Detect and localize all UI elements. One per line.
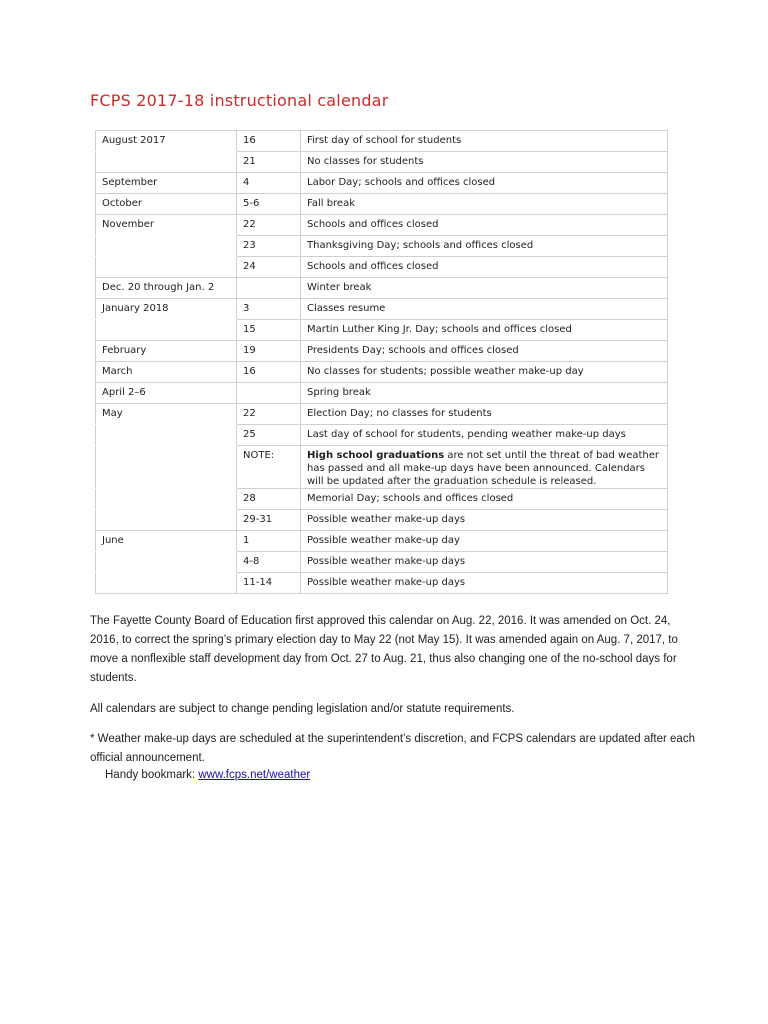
calendar-row (96, 320, 668, 341)
calendar-row (96, 404, 668, 425)
calendar-row (96, 446, 668, 489)
calendar-day-cell: 11-14 (237, 573, 301, 594)
note-bold-text: High school graduations (307, 450, 445, 461)
calendar-month-cell (96, 552, 237, 573)
bookmark-label: Handy bookmark: (105, 769, 199, 781)
calendar-month-cell: November (96, 215, 237, 236)
calendar-day-cell: 22 (237, 404, 301, 425)
calendar-description-cell: No classes for students; possible weather make-up day (301, 362, 668, 383)
calendar-month-cell (96, 257, 237, 278)
calendar-row (96, 489, 668, 510)
calendar-month-cell: May (96, 404, 237, 425)
calendar-row (96, 531, 668, 552)
calendar-row (96, 383, 668, 404)
calendar-description-cell: Last day of school for students, pending weather make-up days (301, 425, 668, 446)
calendar-table (95, 130, 668, 594)
calendar-body (96, 131, 668, 594)
calendar-day-cell: 21 (237, 152, 301, 173)
calendar-day-cell: 19 (237, 341, 301, 362)
calendar-day-cell: 5-6 (237, 194, 301, 215)
calendar-month-cell (96, 320, 237, 341)
disclaimer-paragraph: All calendars are subject to change pending legislation and/or statute requirements. (90, 703, 515, 715)
calendar-description-cell: Schools and offices closed (301, 257, 668, 278)
calendar-description-cell: Possible weather make-up days (301, 510, 668, 531)
calendar-day-cell: 4-8 (237, 552, 301, 573)
calendar-month-cell (96, 425, 237, 446)
calendar-day-cell (237, 383, 301, 404)
calendar-row (96, 362, 668, 383)
calendar-description-cell (301, 446, 668, 489)
approval-paragraph: The Fayette County Board of Education first approved this calendar on Aug. 22, 2016. It was amended on Oct. 24, 2016, to correct the spring’s primary election day to May 22 (not May 15). It was amended again on Aug. 7, 2017, to move a nonflexible staff development day from Oct. 27 to Aug. 21, thus also changing one of the no-school days for students. (90, 615, 678, 684)
calendar-row (96, 573, 668, 594)
calendar-month-cell (96, 510, 237, 531)
calendar-day-cell: 24 (237, 257, 301, 278)
calendar-row (96, 152, 668, 173)
calendar-description-cell: Spring break (301, 383, 668, 404)
calendar-month-cell (96, 152, 237, 173)
calendar-description-cell: Possible weather make-up day (301, 531, 668, 552)
weather-link[interactable]: www.fcps.net/weather (198, 769, 311, 781)
note-text: are not set until the threat of bad weather has passed and all make-up days have been announced. Calendars will be updated after the graduation schedule is released. (307, 450, 660, 487)
calendar-month-cell: Dec. 20 through Jan. 2 (96, 278, 237, 299)
calendar-description-cell: First day of school for students (301, 131, 668, 152)
calendar-day-cell: 1 (237, 531, 301, 552)
calendar-day-cell: 28 (237, 489, 301, 510)
calendar-row (96, 173, 668, 194)
calendar-month-cell: January 2018 (96, 299, 237, 320)
calendar-day-cell: 29-31 (237, 510, 301, 531)
calendar-month-cell: October (96, 194, 237, 215)
calendar-month-cell: June (96, 531, 237, 552)
calendar-description-cell: Labor Day; schools and offices closed (301, 173, 668, 194)
calendar-day-cell: 3 (237, 299, 301, 320)
calendar-day-cell: 22 (237, 215, 301, 236)
calendar-day-cell: 23 (237, 236, 301, 257)
calendar-row (96, 215, 668, 236)
calendar-description-cell: Thanksgiving Day; schools and offices closed (301, 236, 668, 257)
calendar-description-cell: Possible weather make-up days (301, 552, 668, 573)
calendar-month-cell: September (96, 173, 237, 194)
calendar-month-cell (96, 489, 237, 510)
calendar-description-cell: Fall break (301, 194, 668, 215)
calendar-description-cell: Presidents Day; schools and offices closed (301, 341, 668, 362)
calendar-description-cell: Schools and offices closed (301, 215, 668, 236)
calendar-description-cell: No classes for students (301, 152, 668, 173)
calendar-day-cell: NOTE: (237, 446, 301, 489)
calendar-description-cell: Classes resume (301, 299, 668, 320)
calendar-description-cell: Possible weather make-up days (301, 573, 668, 594)
calendar-month-cell (96, 236, 237, 257)
calendar-row (96, 194, 668, 215)
calendar-description-cell: Martin Luther King Jr. Day; schools and offices closed (301, 320, 668, 341)
calendar-month-cell: August 2017 (96, 131, 237, 152)
page-title: FCPS 2017-18 instructional calendar (90, 91, 389, 110)
calendar-day-cell (237, 278, 301, 299)
calendar-row (96, 257, 668, 278)
calendar-row (96, 236, 668, 257)
calendar-month-cell (96, 446, 237, 489)
calendar-row (96, 510, 668, 531)
calendar-day-cell: 15 (237, 320, 301, 341)
calendar-description-cell: Election Day; no classes for students (301, 404, 668, 425)
bookmark-line (105, 766, 710, 785)
calendar-day-cell: 25 (237, 425, 301, 446)
calendar-day-cell: 4 (237, 173, 301, 194)
weather-note-paragraph: * Weather make-up days are scheduled at the superintendent’s discretion, and FCPS calendars are updated after each official announcement. (90, 733, 695, 764)
calendar-day-cell: 16 (237, 131, 301, 152)
calendar-month-cell: March (96, 362, 237, 383)
calendar-row (96, 552, 668, 573)
calendar-row (96, 278, 668, 299)
calendar-row (96, 341, 668, 362)
calendar-month-cell: February (96, 341, 237, 362)
calendar-row (96, 425, 668, 446)
calendar-description-cell: Winter break (301, 278, 668, 299)
calendar-day-cell: 16 (237, 362, 301, 383)
calendar-month-cell (96, 573, 237, 594)
calendar-row (96, 131, 668, 152)
calendar-month-cell: April 2–6 (96, 383, 237, 404)
calendar-description-cell: Memorial Day; schools and offices closed (301, 489, 668, 510)
calendar-row (96, 299, 668, 320)
